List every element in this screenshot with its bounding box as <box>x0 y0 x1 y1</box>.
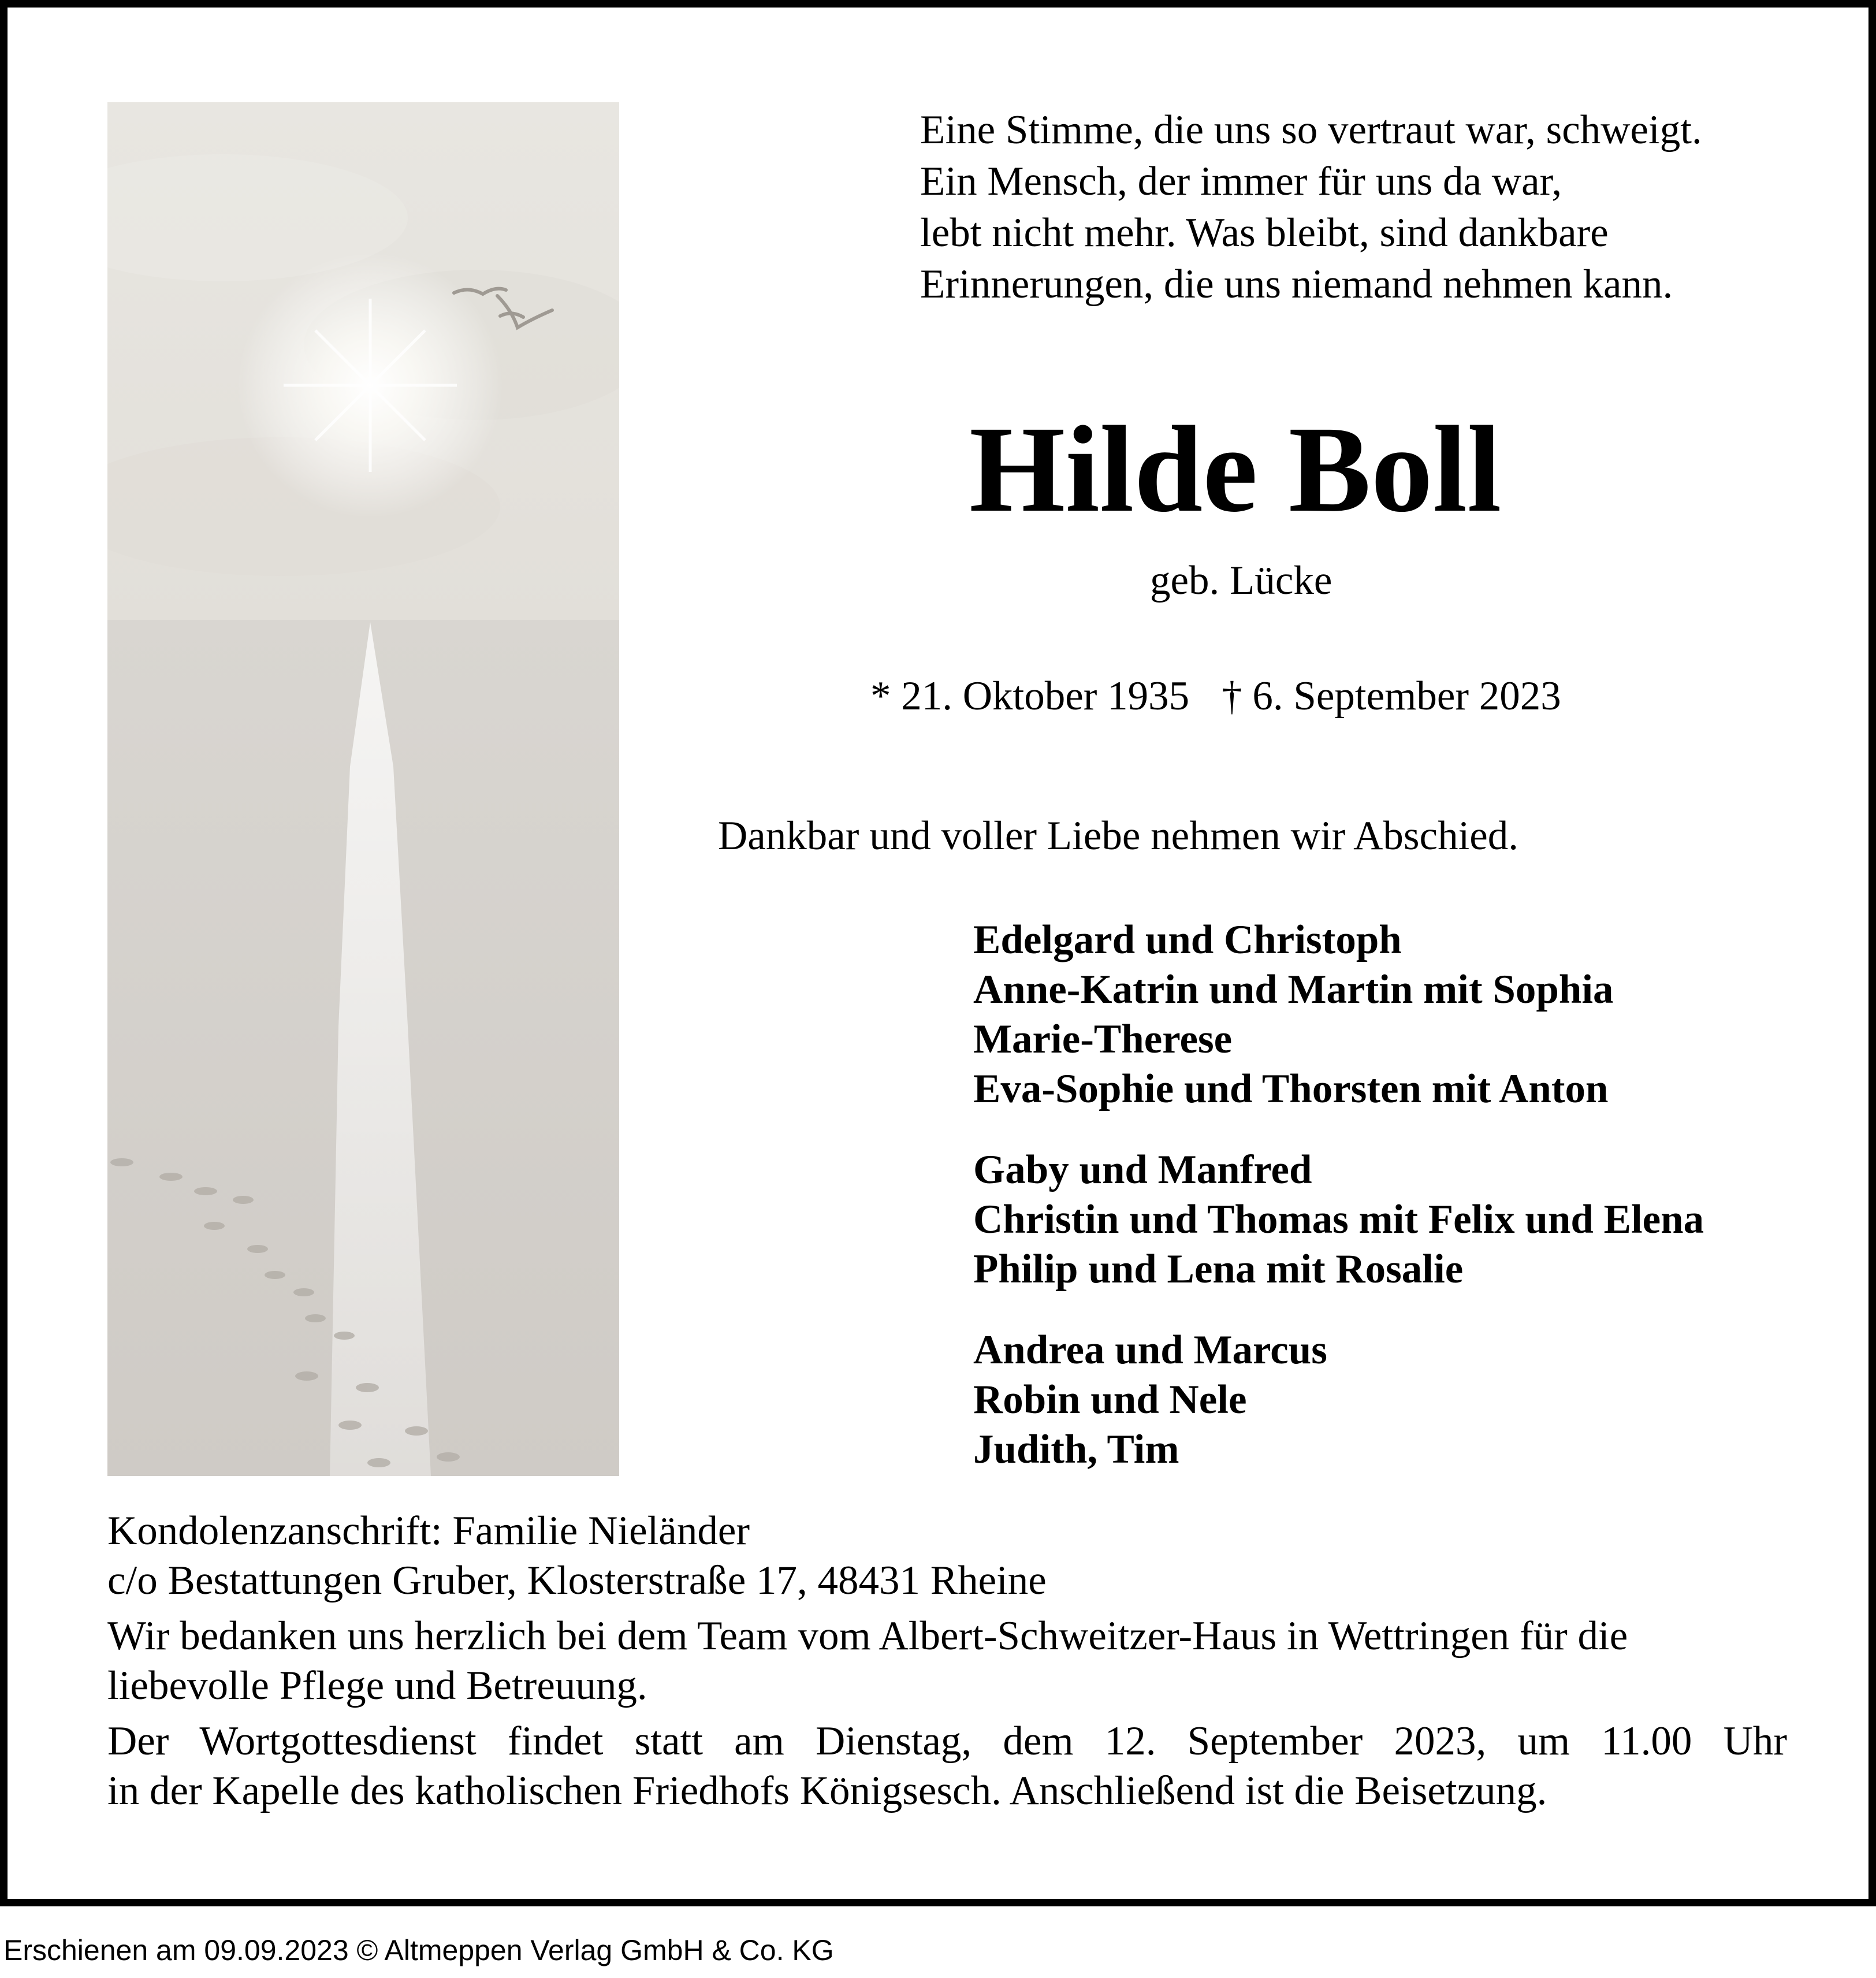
mourners-list <box>973 915 1704 1505</box>
mourner-line: Robin und Nele <box>973 1377 1247 1422</box>
mourner-line: Andrea und Marcus <box>973 1328 1327 1373</box>
farewell-line: Dankbar und voller Liebe nehmen wir Abschied. <box>718 813 1519 858</box>
mourner-line: Anne-Katrin und Martin mit Sophia <box>973 967 1614 1012</box>
poem-line: Ein Mensch, der immer für uns da war, <box>920 159 1562 204</box>
mourner-group <box>973 1145 1704 1294</box>
death-date: † 6. September 2023 <box>1222 674 1561 719</box>
publication-footer: Erschienen am 09.09.2023 © Altmeppen Verlag GmbH & Co. KG <box>3 1934 834 1966</box>
life-dates <box>870 671 1561 722</box>
thanks-line: liebevolle Pflege und Betreuung. <box>107 1663 647 1708</box>
birth-date: * 21. Oktober 1935 <box>870 674 1190 719</box>
memorial-photo <box>107 102 619 1476</box>
condolence-line: c/o Bestattungen Gruber, Klosterstraße 17, 48431 Rheine <box>107 1558 1047 1603</box>
poem-line: Eine Stimme, die uns so vertraut war, schweigt. <box>920 107 1702 153</box>
mourner-line: Edelgard und Christoph <box>973 917 1402 962</box>
mourner-group <box>973 915 1704 1114</box>
mourner-line: Judith, Tim <box>973 1427 1179 1472</box>
mourner-line: Christin und Thomas mit Felix und Elena <box>973 1197 1704 1242</box>
condolence-address <box>107 1506 1787 1605</box>
service-info-continued <box>107 1766 1787 1816</box>
thanks-note <box>107 1611 1787 1711</box>
sun-over-sea-image <box>107 102 619 1476</box>
mourner-group <box>973 1325 1704 1474</box>
mourner-line: Marie-Therese <box>973 1017 1233 1062</box>
service-line: in der Kapelle des katholischen Friedhofs Königsesch. Anschließend ist die Beisetzung. <box>107 1768 1547 1813</box>
service-line: Der Wortgottesdienst findet statt am Dienstag, dem 12. September 2023, um 11.00 Uhr <box>107 1719 1787 1764</box>
service-info <box>107 1716 1787 1766</box>
poem-line: Erinnerungen, die uns niemand nehmen kann. <box>920 262 1673 307</box>
memorial-poem <box>920 105 1702 310</box>
condolence-line: Kondolenzanschrift: Familie Nieländer <box>107 1508 750 1553</box>
deceased-name: Hilde Boll <box>969 401 1502 538</box>
notice-details <box>107 1506 1787 1816</box>
mourner-line: Philip und Lena mit Rosalie <box>973 1247 1464 1292</box>
mourner-line: Eva-Sophie und Thorsten mit Anton <box>973 1066 1609 1111</box>
mourner-line: Gaby und Manfred <box>973 1147 1312 1192</box>
poem-line: lebt nicht mehr. Was bleibt, sind dankbare <box>920 210 1609 255</box>
thanks-line: Wir bedanken uns herzlich bei dem Team vom Albert-Schweitzer-Haus in Wettringen für die <box>107 1613 1628 1659</box>
birth-name: geb. Lücke <box>1150 558 1332 603</box>
